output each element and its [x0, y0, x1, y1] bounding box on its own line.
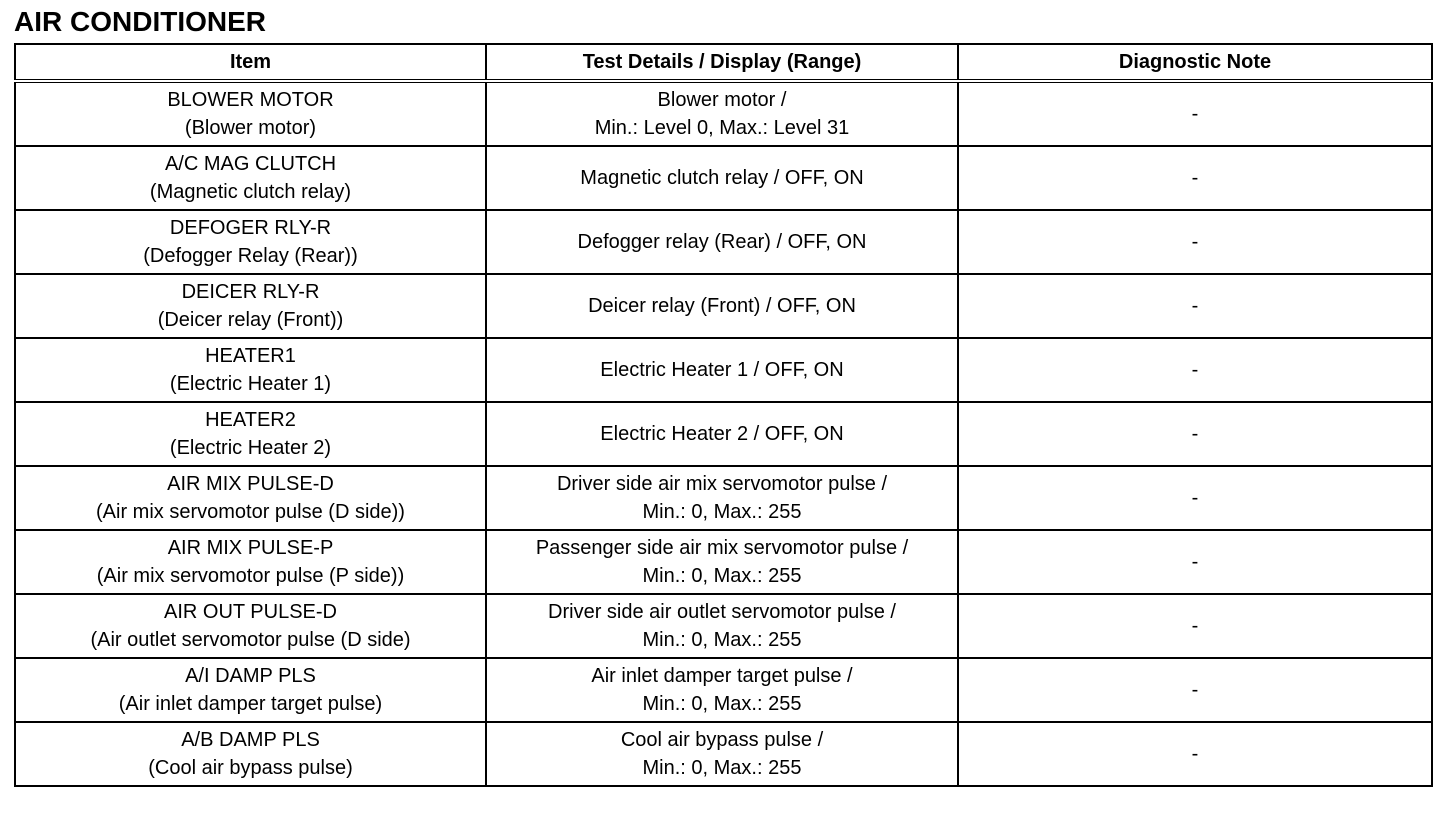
item-cell-line: (Air mix servomotor pulse (D side)) [96, 501, 405, 523]
item-cell-line: BLOWER MOTOR [167, 89, 334, 111]
details-cell-line: Min.: 0, Max.: 255 [642, 565, 802, 587]
table-body [15, 81, 1432, 786]
item-cell-line: (Magnetic clutch relay) [149, 181, 352, 203]
details-cell [486, 402, 958, 466]
item-cell-line: AIR OUT PULSE-D [164, 601, 337, 623]
details-cell-line: Driver side air mix servomotor pulse / [556, 473, 888, 495]
note-cell: - [958, 338, 1432, 402]
column-header-details: Test Details / Display (Range) [486, 44, 958, 81]
details-cell-line: Min.: 0, Max.: 255 [642, 693, 802, 715]
note-cell: - [958, 402, 1432, 466]
table-row [15, 146, 1432, 210]
page-title: AIR CONDITIONER [14, 6, 266, 37]
note-cell: - [958, 81, 1432, 146]
item-cell-line: (Deicer relay (Front)) [157, 309, 344, 331]
item-cell-line: HEATER2 [205, 409, 296, 431]
item-cell-line: (Air mix servomotor pulse (P side)) [96, 565, 405, 587]
item-cell [15, 530, 486, 594]
item-cell-line: (Electric Heater 2) [169, 437, 332, 459]
details-cell-line: Defogger relay (Rear) / OFF, ON [577, 231, 867, 253]
table-row [15, 530, 1432, 594]
item-cell-line: DEICER RLY-R [181, 281, 320, 303]
details-cell-line: Blower motor / [657, 89, 787, 111]
column-header-note: Diagnostic Note [958, 44, 1432, 81]
item-cell [15, 722, 486, 786]
item-cell [15, 594, 486, 658]
item-cell [15, 274, 486, 338]
details-cell [486, 338, 958, 402]
table-row [15, 274, 1432, 338]
note-cell: - [958, 722, 1432, 786]
table-row [15, 402, 1432, 466]
item-cell [15, 210, 486, 274]
details-cell [486, 530, 958, 594]
details-cell-line: Air inlet damper target pulse / [591, 665, 853, 687]
item-cell-line: (Blower motor) [184, 117, 317, 139]
item-cell-line: A/I DAMP PLS [185, 665, 316, 687]
details-cell [486, 658, 958, 722]
details-cell [486, 81, 958, 146]
table-row [15, 466, 1432, 530]
details-cell [486, 594, 958, 658]
details-cell-line: Min.: Level 0, Max.: Level 31 [594, 117, 850, 139]
item-cell [15, 146, 486, 210]
details-cell-line: Cool air bypass pulse / [620, 729, 824, 751]
data-monitor-table [14, 43, 1433, 787]
item-cell-line: (Cool air bypass pulse) [148, 757, 353, 779]
item-cell-line: (Air outlet servomotor pulse (D side) [90, 629, 411, 651]
note-cell: - [958, 530, 1432, 594]
table-row [15, 594, 1432, 658]
table-header-row [15, 44, 1432, 81]
details-cell [486, 466, 958, 530]
item-cell-line: AIR MIX PULSE-P [167, 537, 334, 559]
item-cell [15, 81, 486, 146]
table-row [15, 722, 1432, 786]
item-cell [15, 338, 486, 402]
details-cell-line: Magnetic clutch relay / OFF, ON [580, 167, 864, 189]
note-cell: - [958, 658, 1432, 722]
item-cell-line: AIR MIX PULSE-D [167, 473, 334, 495]
item-cell-line: HEATER1 [205, 345, 296, 367]
table-row [15, 81, 1432, 146]
item-cell-line: (Air inlet damper target pulse) [118, 693, 383, 715]
details-cell-line: Min.: 0, Max.: 255 [642, 629, 802, 651]
details-cell-line: Passenger side air mix servomotor pulse / [535, 537, 909, 559]
item-cell-line: A/C MAG CLUTCH [164, 153, 337, 175]
table-row [15, 210, 1432, 274]
item-cell [15, 466, 486, 530]
details-cell-line: Deicer relay (Front) / OFF, ON [588, 295, 856, 317]
details-cell-line: Min.: 0, Max.: 255 [642, 501, 802, 523]
details-cell [486, 722, 958, 786]
details-cell-line: Electric Heater 1 / OFF, ON [600, 359, 844, 381]
details-cell [486, 210, 958, 274]
item-cell [15, 402, 486, 466]
table-row [15, 658, 1432, 722]
details-cell-line: Min.: 0, Max.: 255 [642, 757, 802, 779]
column-header-item: Item [15, 44, 486, 81]
item-cell [15, 658, 486, 722]
note-cell: - [958, 210, 1432, 274]
note-cell: - [958, 466, 1432, 530]
item-cell-line: DEFOGER RLY-R [169, 217, 332, 239]
note-cell: - [958, 146, 1432, 210]
details-cell [486, 274, 958, 338]
details-cell [486, 146, 958, 210]
note-cell: - [958, 594, 1432, 658]
item-cell-line: A/B DAMP PLS [181, 729, 320, 751]
details-cell-line: Electric Heater 2 / OFF, ON [600, 423, 844, 445]
item-cell-line: (Electric Heater 1) [169, 373, 332, 395]
details-cell-line: Driver side air outlet servomotor pulse / [548, 601, 896, 623]
item-cell-line: (Defogger Relay (Rear)) [143, 245, 358, 267]
table-row [15, 338, 1432, 402]
note-cell: - [958, 274, 1432, 338]
